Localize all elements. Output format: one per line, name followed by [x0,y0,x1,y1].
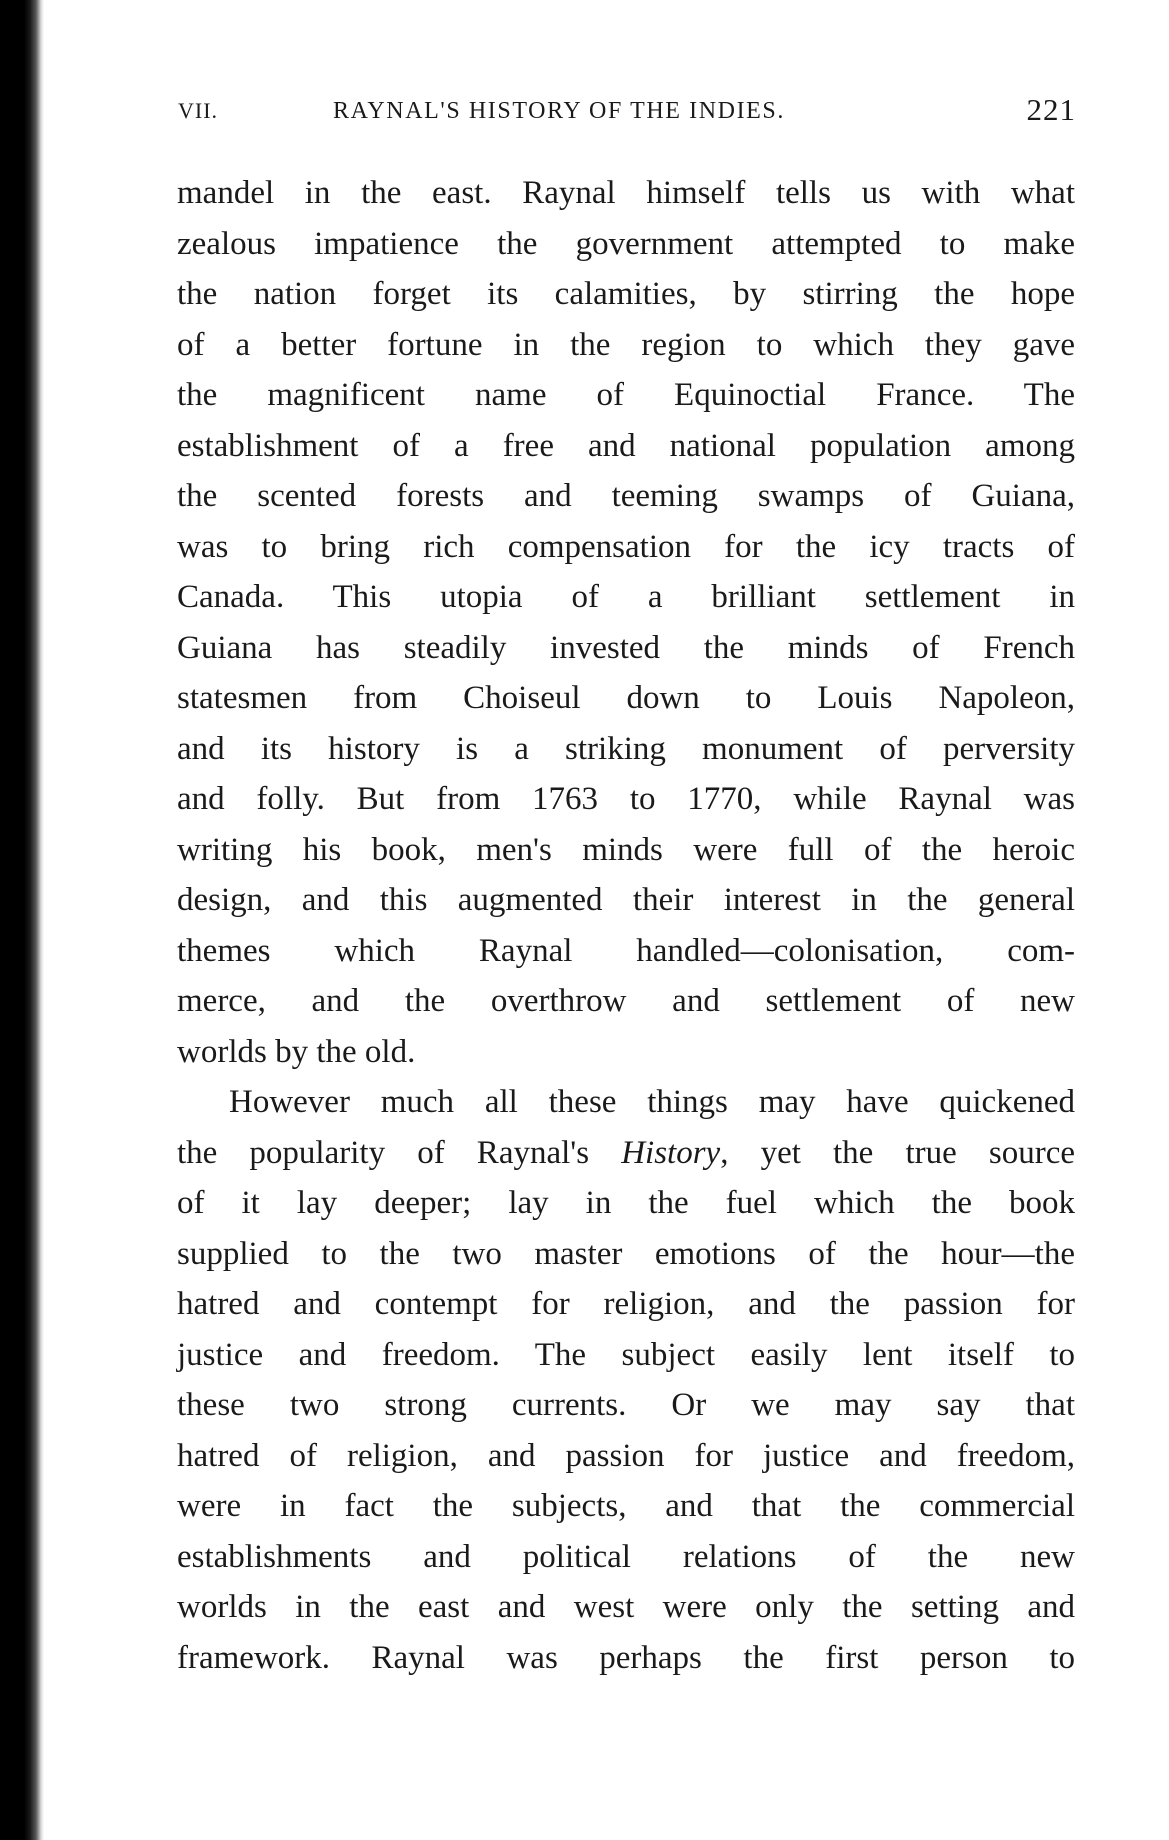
italic-title: History [621,1134,721,1171]
text-line: writing his book, men's minds were full of the heroic [177,831,1075,868]
text-line: was to bring rich compensation for the icy tracts of [177,528,1075,565]
text-line: the nation forget its calamities, by stirring the hope [177,276,1075,312]
text-line: zealous impatience the government attempted to make [177,225,1075,262]
paragraph-1 [177,168,1075,1077]
text-line: the scented forests and teeming swamps of Guiana, [177,478,1075,514]
binding-edge [0,0,44,1840]
text-line: of a better fortune in the region to which they gave [177,326,1075,363]
text-line: justice and freedom. The subject easily lent itself to [177,1336,1075,1373]
paragraph-2 [177,1077,1075,1683]
text-line: themes which Raynal handled—colonisation, com- [177,932,1075,969]
text-line: establishment of a free and national population among [177,427,1075,464]
text-line: and its history is a striking monument of perversity [177,730,1075,767]
text-line: hatred and contempt for religion, and the passion for [177,1286,1075,1322]
running-head [178,94,1076,134]
text-line: merce, and the overthrow and settlement of new [177,983,1075,1019]
text-line: and folly. But from 1763 to 1770, while Raynal was [177,781,1075,817]
text-line [177,1128,1075,1179]
text-line: statesmen from Choiseul down to Louis Napoleon, [177,680,1075,716]
text-line: supplied to the two master emotions of the hour—the [177,1235,1075,1272]
text-line: Guiana has steadily invested the minds of French [177,629,1075,666]
page-number: 221 [1026,92,1076,127]
text-line: establishments and political relations of the new [177,1538,1075,1575]
text-line: the magnificent name of Equinoctial France. The [177,377,1075,413]
chapter-number: VII. [178,98,219,123]
text-run: , yet the true source [720,1134,1075,1171]
text-line: framework. Raynal was perhaps the first person to [177,1639,1075,1676]
text-line: these two strong currents. Or we may say that [177,1387,1075,1423]
text-run: the popularity of Raynal's [177,1134,622,1171]
running-title: RAYNAL'S HISTORY OF THE INDIES. [333,98,785,124]
text-line: design, and this augmented their interest in the general [177,882,1075,918]
text-line: of it lay deeper; lay in the fuel which the book [177,1185,1075,1221]
text-line: worlds in the east and west were only the setting and [177,1589,1075,1625]
body-text [177,168,1075,1683]
text-line: were in fact the subjects, and that the commercial [177,1488,1075,1524]
text-line: However much all these things may have quickened [229,1084,1075,1120]
text-line: hatred of religion, and passion for justice and freedom, [177,1437,1075,1474]
text-line: mandel in the east. Raynal himself tells us with what [177,175,1075,211]
text-line: Canada. This utopia of a brilliant settlement in [177,579,1075,615]
text-line: worlds by the old. [177,1033,416,1070]
